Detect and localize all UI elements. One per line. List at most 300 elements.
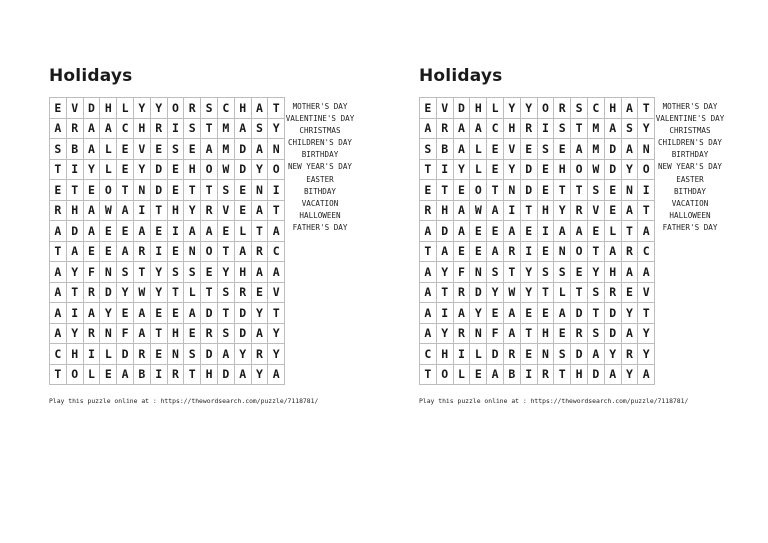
grid-cell: A <box>420 119 437 140</box>
grid-cell: E <box>168 303 185 324</box>
grid-cell: Y <box>437 324 454 345</box>
grid-cell: F <box>487 324 504 345</box>
grid-cell: A <box>84 119 101 140</box>
grid-cell: C <box>218 98 235 119</box>
grid-cell: A <box>235 365 252 386</box>
grid-cell: A <box>50 283 67 304</box>
puzzle-footer: Play this puzzle online at : https://thewordsearch.com/puzzle/7118781/ <box>49 397 319 405</box>
grid-cell: A <box>454 303 471 324</box>
grid-cell: L <box>184 283 201 304</box>
grid-cell: F <box>84 262 101 283</box>
grid-cell: L <box>117 98 134 119</box>
grid-cell: E <box>117 139 134 160</box>
grid-cell: B <box>437 139 454 160</box>
grid-cell: N <box>184 242 201 263</box>
word-list-item: CHILDREN'S DAY <box>657 138 722 148</box>
grid-cell: I <box>638 180 655 201</box>
grid-cell: Y <box>605 344 622 365</box>
grid-cell: H <box>504 119 521 140</box>
word-list-item: BITHDAY <box>673 186 706 196</box>
grid-cell: A <box>504 324 521 345</box>
grid-cell: T <box>487 180 504 201</box>
grid-cell: D <box>454 98 471 119</box>
grid-cell: I <box>67 303 84 324</box>
grid-cell: S <box>168 262 185 283</box>
grid-cell: S <box>588 180 605 201</box>
grid-cell: E <box>84 180 101 201</box>
grid-cell: V <box>437 98 454 119</box>
grid-cell: E <box>554 139 571 160</box>
grid-cell: Y <box>638 119 655 140</box>
grid-cell: R <box>538 365 555 386</box>
grid-cell: T <box>268 98 285 119</box>
grid-cell: W <box>470 201 487 222</box>
grid-cell: T <box>420 160 437 181</box>
grid-cell: R <box>437 119 454 140</box>
grid-cell: A <box>605 242 622 263</box>
grid-cell: A <box>571 139 588 160</box>
grid-cell: A <box>134 303 151 324</box>
grid-cell: A <box>605 365 622 386</box>
grid-cell: V <box>134 139 151 160</box>
grid-cell: E <box>487 221 504 242</box>
grid-cell: V <box>218 201 235 222</box>
grid-cell: N <box>622 180 639 201</box>
grid-cell: S <box>554 119 571 140</box>
grid-cell: A <box>252 139 269 160</box>
grid-cell: E <box>538 242 555 263</box>
grid-cell: R <box>50 201 67 222</box>
word-list-item: VACATION <box>671 198 709 208</box>
grid-cell: D <box>487 344 504 365</box>
grid-cell: R <box>420 201 437 222</box>
letter-grid <box>419 97 655 385</box>
grid-cell: R <box>571 324 588 345</box>
grid-cell: A <box>454 221 471 242</box>
grid-cell: I <box>437 303 454 324</box>
grid-cell: N <box>470 262 487 283</box>
grid-cell: S <box>538 262 555 283</box>
grid-cell: Y <box>84 160 101 181</box>
grid-cell: V <box>268 283 285 304</box>
word-list-item: VALENTINE'S DAY <box>655 114 725 124</box>
grid-cell: O <box>100 180 117 201</box>
grid-cell: D <box>571 344 588 365</box>
grid-cell: L <box>100 160 117 181</box>
grid-cell: H <box>605 98 622 119</box>
grid-cell: O <box>67 365 84 386</box>
grid-cell: H <box>538 324 555 345</box>
grid-cell: T <box>638 201 655 222</box>
grid-cell: R <box>84 324 101 345</box>
grid-cell: Y <box>268 324 285 345</box>
grid-cell: R <box>504 242 521 263</box>
grid-cell: O <box>470 180 487 201</box>
grid-cell: S <box>117 262 134 283</box>
grid-cell: T <box>252 221 269 242</box>
grid-cell: L <box>487 98 504 119</box>
grid-cell: L <box>470 139 487 160</box>
grid-cell: I <box>134 201 151 222</box>
grid-cell: T <box>638 98 655 119</box>
grid-cell: Y <box>151 98 168 119</box>
grid-cell: O <box>538 98 555 119</box>
grid-cell: R <box>201 201 218 222</box>
grid-cell: S <box>571 98 588 119</box>
word-list-item: HALLOWEEN <box>299 210 341 220</box>
grid-cell: A <box>420 262 437 283</box>
grid-cell: N <box>252 180 269 201</box>
grid-cell: A <box>420 303 437 324</box>
grid-cell: A <box>67 242 84 263</box>
grid-cell: E <box>100 365 117 386</box>
grid-cell: T <box>521 201 538 222</box>
grid-cell: D <box>235 139 252 160</box>
grid-cell: T <box>67 180 84 201</box>
grid-cell: R <box>134 344 151 365</box>
word-list <box>654 101 726 234</box>
grid-cell: E <box>117 303 134 324</box>
grid-cell: T <box>588 303 605 324</box>
grid-cell: E <box>454 242 471 263</box>
grid-cell: T <box>571 119 588 140</box>
grid-cell: L <box>605 221 622 242</box>
grid-cell: R <box>504 344 521 365</box>
grid-cell: E <box>168 160 185 181</box>
grid-cell: N <box>100 324 117 345</box>
grid-cell: T <box>201 283 218 304</box>
grid-cell: A <box>218 344 235 365</box>
grid-cell: T <box>437 180 454 201</box>
grid-cell: A <box>134 221 151 242</box>
grid-cell: Y <box>184 201 201 222</box>
grid-cell: E <box>50 98 67 119</box>
grid-cell: A <box>638 262 655 283</box>
grid-cell: I <box>168 221 185 242</box>
grid-cell: L <box>84 365 101 386</box>
grid-cell: A <box>252 201 269 222</box>
grid-cell: D <box>521 160 538 181</box>
grid-cell: A <box>268 365 285 386</box>
grid-cell: Y <box>134 160 151 181</box>
grid-cell: E <box>605 180 622 201</box>
grid-cell: R <box>252 242 269 263</box>
grid-cell: D <box>84 98 101 119</box>
grid-cell: F <box>117 324 134 345</box>
grid-cell: E <box>470 365 487 386</box>
grid-cell: E <box>470 221 487 242</box>
grid-cell: S <box>168 139 185 160</box>
grid-cell: A <box>50 221 67 242</box>
grid-cell: N <box>268 139 285 160</box>
grid-cell: D <box>151 180 168 201</box>
grid-cell: Y <box>487 283 504 304</box>
grid-cell: E <box>151 344 168 365</box>
grid-cell: E <box>538 180 555 201</box>
grid-cell: E <box>538 303 555 324</box>
grid-cell: T <box>134 262 151 283</box>
grid-cell: A <box>638 221 655 242</box>
grid-cell: E <box>235 180 252 201</box>
grid-cell: H <box>201 365 218 386</box>
grid-cell: D <box>100 283 117 304</box>
grid-cell: Y <box>151 262 168 283</box>
grid-cell: A <box>50 262 67 283</box>
grid-cell: T <box>67 283 84 304</box>
grid-cell: A <box>638 365 655 386</box>
grid-cell: C <box>420 344 437 365</box>
word-list-item: MOTHER'S DAY <box>662 102 718 111</box>
grid-cell: E <box>50 180 67 201</box>
grid-cell: H <box>554 160 571 181</box>
grid-cell: Y <box>504 98 521 119</box>
word-list-item: EASTER <box>306 174 334 184</box>
grid-cell: E <box>487 160 504 181</box>
grid-cell: T <box>218 242 235 263</box>
grid-cell: A <box>134 324 151 345</box>
grid-cell: A <box>117 201 134 222</box>
grid-cell: Y <box>67 262 84 283</box>
grid-cell: T <box>268 201 285 222</box>
grid-cell: E <box>117 221 134 242</box>
grid-cell: S <box>218 283 235 304</box>
grid-cell: R <box>67 119 84 140</box>
grid-cell: Y <box>638 344 655 365</box>
grid-cell: T <box>638 303 655 324</box>
grid-cell: E <box>622 283 639 304</box>
grid-cell: H <box>235 262 252 283</box>
grid-cell: E <box>521 303 538 324</box>
grid-cell: T <box>538 283 555 304</box>
grid-cell: A <box>235 119 252 140</box>
grid-cell: Y <box>638 324 655 345</box>
grid-cell: N <box>168 344 185 365</box>
grid-cell: A <box>84 303 101 324</box>
grid-cell: Y <box>151 283 168 304</box>
grid-cell: O <box>201 242 218 263</box>
grid-cell: Y <box>521 262 538 283</box>
grid-cell: H <box>168 324 185 345</box>
grid-cell: E <box>487 303 504 324</box>
grid-cell: L <box>100 139 117 160</box>
grid-cell: A <box>605 119 622 140</box>
grid-cell: E <box>487 139 504 160</box>
grid-cell: S <box>538 139 555 160</box>
grid-cell: A <box>622 201 639 222</box>
grid-cell: S <box>184 119 201 140</box>
grid-cell: S <box>184 262 201 283</box>
grid-cell: R <box>184 98 201 119</box>
grid-cell: S <box>487 262 504 283</box>
grid-cell: C <box>638 242 655 263</box>
grid-cell: L <box>235 221 252 242</box>
grid-cell: S <box>252 119 269 140</box>
grid-cell: F <box>454 262 471 283</box>
grid-cell: I <box>151 365 168 386</box>
grid-cell: A <box>117 365 134 386</box>
grid-cell: E <box>201 262 218 283</box>
puzzle-sheet-right <box>414 0 768 543</box>
grid-cell: R <box>201 324 218 345</box>
grid-cell: O <box>437 365 454 386</box>
puzzle-footer: Play this puzzle online at : https://thewordsearch.com/puzzle/7118781/ <box>419 397 689 405</box>
grid-cell: E <box>521 344 538 365</box>
grid-cell: A <box>268 221 285 242</box>
grid-cell: S <box>554 262 571 283</box>
grid-cell: H <box>67 201 84 222</box>
grid-cell: E <box>420 98 437 119</box>
grid-cell: E <box>420 180 437 201</box>
grid-cell: T <box>50 242 67 263</box>
grid-cell: H <box>437 344 454 365</box>
grid-cell: E <box>605 201 622 222</box>
grid-cell: E <box>571 262 588 283</box>
grid-cell: W <box>218 160 235 181</box>
grid-cell: H <box>235 98 252 119</box>
grid-cell: A <box>487 201 504 222</box>
grid-cell: I <box>521 242 538 263</box>
grid-cell: L <box>100 344 117 365</box>
grid-cell: E <box>168 180 185 201</box>
grid-cell: A <box>487 242 504 263</box>
grid-cell: C <box>268 242 285 263</box>
letter-grid <box>49 97 285 385</box>
grid-cell: T <box>184 180 201 201</box>
word-list-item: FATHER'S DAY <box>292 222 348 232</box>
grid-cell: D <box>605 324 622 345</box>
grid-cell: D <box>218 365 235 386</box>
word-list-item: VALENTINE'S DAY <box>285 114 355 124</box>
grid-cell: N <box>554 242 571 263</box>
grid-cell: Y <box>588 262 605 283</box>
grid-cell: E <box>588 221 605 242</box>
word-list <box>284 101 356 234</box>
grid-cell: Y <box>268 119 285 140</box>
grid-cell: S <box>588 324 605 345</box>
grid-cell: V <box>588 201 605 222</box>
grid-cell: A <box>201 221 218 242</box>
grid-cell: H <box>100 98 117 119</box>
grid-cell: E <box>252 283 269 304</box>
word-list-item: CHILDREN'S DAY <box>287 138 352 148</box>
grid-cell: M <box>218 139 235 160</box>
word-list-item: NEW YEAR'S DAY <box>287 162 352 172</box>
grid-cell: A <box>235 242 252 263</box>
grid-cell: I <box>67 160 84 181</box>
grid-cell: E <box>100 221 117 242</box>
grid-cell: R <box>622 344 639 365</box>
grid-cell: Y <box>100 303 117 324</box>
grid-cell: A <box>588 344 605 365</box>
grid-cell: E <box>521 139 538 160</box>
grid-cell: T <box>521 324 538 345</box>
grid-cell: D <box>470 283 487 304</box>
grid-cell: N <box>100 262 117 283</box>
grid-cell: W <box>588 160 605 181</box>
grid-cell: Y <box>252 303 269 324</box>
grid-cell: C <box>50 344 67 365</box>
grid-cell: I <box>521 365 538 386</box>
puzzle-title: Holidays <box>419 66 503 86</box>
grid-cell: E <box>117 160 134 181</box>
grid-cell: N <box>134 180 151 201</box>
grid-cell: T <box>420 365 437 386</box>
grid-cell: T <box>504 262 521 283</box>
grid-cell: R <box>622 242 639 263</box>
grid-cell: I <box>151 242 168 263</box>
grid-cell: Y <box>252 365 269 386</box>
word-list-item: VACATION <box>301 198 339 208</box>
grid-cell: Y <box>437 262 454 283</box>
grid-cell: A <box>571 221 588 242</box>
grid-cell: T <box>218 303 235 324</box>
grid-cell: O <box>571 160 588 181</box>
grid-cell: H <box>184 160 201 181</box>
grid-cell: D <box>605 139 622 160</box>
word-list-item: FATHER'S DAY <box>662 222 718 232</box>
grid-cell: E <box>151 139 168 160</box>
grid-cell: I <box>454 344 471 365</box>
grid-cell: S <box>588 283 605 304</box>
grid-cell: Y <box>117 283 134 304</box>
grid-cell: H <box>437 201 454 222</box>
grid-cell: D <box>235 160 252 181</box>
grid-cell: D <box>201 344 218 365</box>
word-list-item: CHRISTMAS <box>299 126 341 136</box>
grid-cell: A <box>554 221 571 242</box>
grid-cell: A <box>420 283 437 304</box>
grid-cell: V <box>67 98 84 119</box>
grid-cell: T <box>168 283 185 304</box>
grid-cell: H <box>470 98 487 119</box>
grid-cell: D <box>588 365 605 386</box>
word-list-item: HALLOWEEN <box>669 210 711 220</box>
grid-cell: H <box>168 201 185 222</box>
grid-cell: Y <box>521 283 538 304</box>
grid-cell: Y <box>454 160 471 181</box>
grid-cell: B <box>504 365 521 386</box>
grid-cell: S <box>218 324 235 345</box>
grid-cell: D <box>235 303 252 324</box>
word-list-item: BIRTHDAY <box>671 150 709 160</box>
grid-cell: E <box>151 303 168 324</box>
grid-cell: T <box>437 283 454 304</box>
grid-cell: T <box>201 180 218 201</box>
grid-cell: Y <box>67 324 84 345</box>
grid-cell: R <box>134 242 151 263</box>
grid-cell: A <box>622 262 639 283</box>
word-list-item: EASTER <box>676 174 704 184</box>
grid-cell: N <box>504 180 521 201</box>
grid-cell: D <box>151 160 168 181</box>
grid-cell: Y <box>470 303 487 324</box>
grid-cell: A <box>420 324 437 345</box>
grid-cell: T <box>50 160 67 181</box>
grid-cell: S <box>50 139 67 160</box>
grid-cell: O <box>268 160 285 181</box>
grid-cell: O <box>201 160 218 181</box>
grid-cell: I <box>437 160 454 181</box>
grid-cell: E <box>151 221 168 242</box>
grid-cell: R <box>454 324 471 345</box>
grid-cell: D <box>521 180 538 201</box>
grid-cell: N <box>470 324 487 345</box>
grid-cell: E <box>554 324 571 345</box>
grid-cell: A <box>268 262 285 283</box>
word-list-item: CHRISTMAS <box>669 126 711 136</box>
grid-cell: E <box>454 180 471 201</box>
grid-cell: D <box>437 221 454 242</box>
